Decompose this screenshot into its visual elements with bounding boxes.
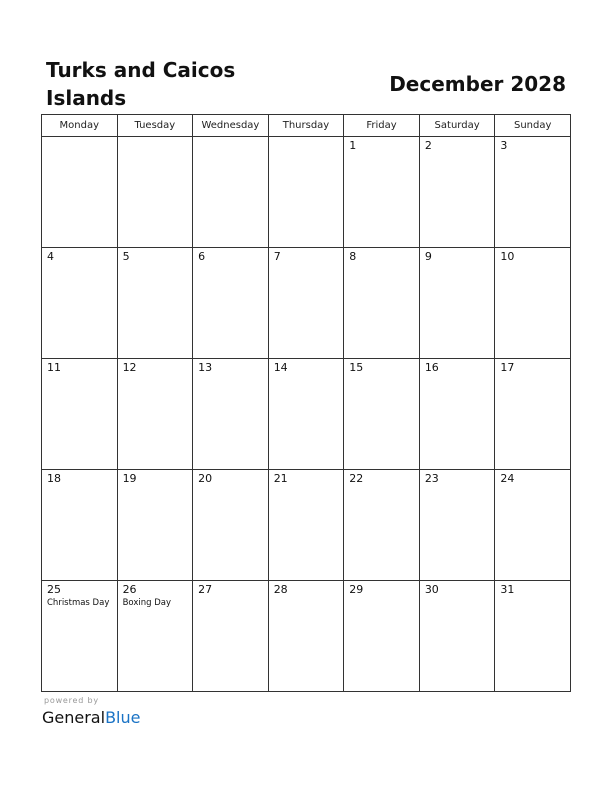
day-number: 5: [122, 250, 130, 263]
day-cell: [419, 359, 495, 470]
day-cell: [268, 470, 344, 581]
day-cell: [495, 137, 571, 248]
weekday-header-row: [42, 115, 571, 137]
weekday-monday: Monday: [42, 115, 118, 137]
holiday-label: Boxing Day: [122, 598, 171, 608]
day-number: 4: [47, 250, 54, 263]
day-number: 12: [122, 361, 137, 374]
day-number: 29: [349, 583, 364, 596]
day-number: 10: [500, 250, 515, 263]
day-cell: [268, 137, 344, 248]
day-cell: [344, 470, 420, 581]
day-number: 31: [500, 583, 515, 596]
week-row: [42, 470, 571, 581]
day-number: 17: [500, 361, 515, 374]
day-cell: [495, 359, 571, 470]
holiday-label: Christmas Day: [47, 598, 110, 608]
day-number: 1: [349, 139, 357, 152]
day-number: 22: [349, 472, 364, 485]
footer: [42, 696, 140, 728]
day-cell: [117, 359, 193, 470]
day-number: [42, 137, 117, 139]
day-number: 26: [122, 583, 137, 596]
brand-general: General: [42, 708, 106, 727]
day-cell: [495, 470, 571, 581]
day-cell: [42, 470, 118, 581]
day-number: 27: [198, 583, 213, 596]
day-number: 24: [500, 472, 515, 485]
day-number: 2: [424, 139, 432, 152]
day-number: 16: [424, 361, 439, 374]
day-number: 23: [424, 472, 439, 485]
day-number: [269, 137, 344, 139]
weekday-tuesday: Tuesday: [117, 115, 193, 137]
generalblue-logo[interactable]: [42, 708, 140, 728]
day-cell: [344, 248, 420, 359]
day-cell: [193, 248, 269, 359]
day-number: 28: [273, 583, 288, 596]
week-row: [42, 359, 571, 470]
day-number: 11: [47, 361, 61, 374]
day-cell: [495, 581, 571, 692]
weekday-sunday: Sunday: [495, 115, 571, 137]
day-number: 18: [47, 472, 61, 485]
day-cell: [419, 137, 495, 248]
day-cell: [419, 470, 495, 581]
day-cell: [344, 137, 420, 248]
day-number: 21: [273, 472, 288, 485]
day-number: 19: [122, 472, 137, 485]
weekday-thursday: Thursday: [268, 115, 344, 137]
day-number: 14: [273, 361, 288, 374]
day-number: 30: [424, 583, 439, 596]
day-number: [193, 137, 268, 139]
week-row: [42, 248, 571, 359]
day-cell: [419, 248, 495, 359]
day-number: 9: [424, 250, 432, 263]
day-number: 15: [349, 361, 364, 374]
day-number: 7: [273, 250, 281, 263]
day-number: 6: [198, 250, 206, 263]
day-number: 25: [47, 583, 61, 596]
day-cell: [117, 581, 193, 692]
day-cell: [495, 248, 571, 359]
day-cell: [193, 359, 269, 470]
day-cell: [344, 359, 420, 470]
month-year-title: December 2028: [389, 72, 566, 96]
day-cell: [42, 248, 118, 359]
day-cell: [268, 359, 344, 470]
day-cell: [117, 470, 193, 581]
country-title: Turks and Caicos Islands: [46, 58, 236, 110]
day-cell: [268, 581, 344, 692]
day-cell: [268, 248, 344, 359]
day-cell: [117, 137, 193, 248]
day-cell: [344, 581, 420, 692]
day-number: [118, 137, 193, 139]
day-cell: [42, 359, 118, 470]
weekday-wednesday: Wednesday: [193, 115, 269, 137]
day-cell: [42, 581, 118, 692]
brand-blue: Blue: [105, 708, 141, 727]
day-cell: [42, 137, 118, 248]
week-row: [42, 581, 571, 692]
weekday-friday: Friday: [344, 115, 420, 137]
day-cell: [193, 470, 269, 581]
day-number: 3: [500, 139, 508, 152]
day-cell: [117, 248, 193, 359]
day-number: 8: [349, 250, 357, 263]
week-row: [42, 137, 571, 248]
calendar-grid: [41, 114, 571, 692]
day-number: 13: [198, 361, 213, 374]
day-number: 20: [198, 472, 213, 485]
day-cell: [419, 581, 495, 692]
weekday-saturday: Saturday: [419, 115, 495, 137]
day-cell: [193, 137, 269, 248]
day-cell: [193, 581, 269, 692]
powered-by-text: powered by: [44, 696, 99, 705]
